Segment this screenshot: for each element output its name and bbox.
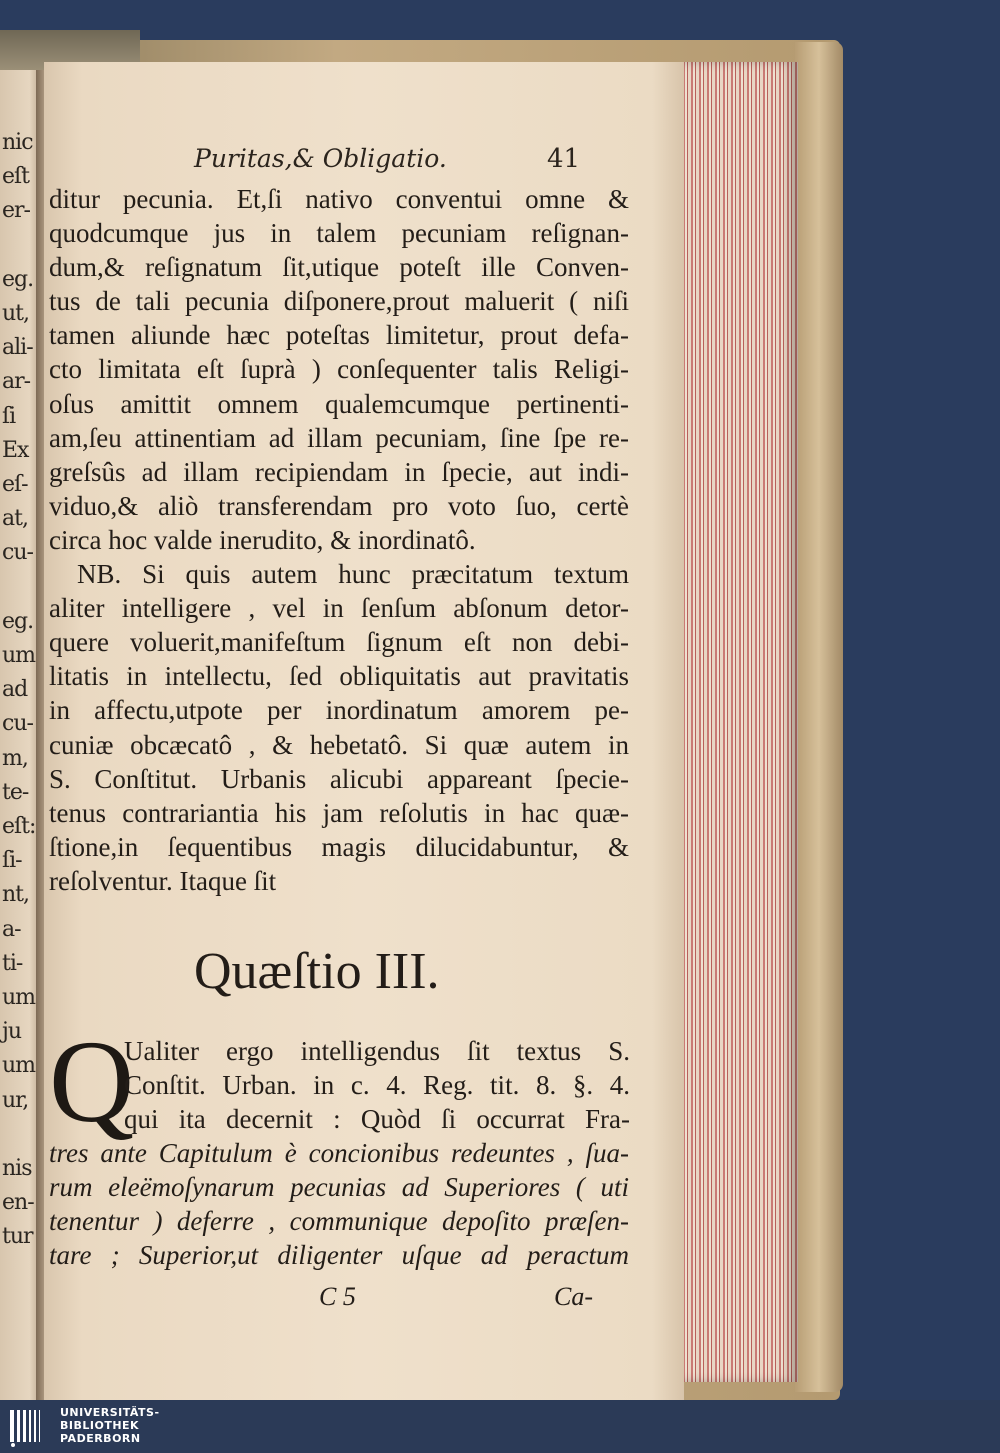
text-line: tus de tali pecunia diſponere,prout maluerit ( niſi (49, 286, 629, 317)
left-margin-fragment: te- (2, 779, 29, 805)
left-margin-fragment: eſt (2, 164, 30, 190)
text-line: quodcumque jus in talem pecuniam reſignan- (49, 218, 629, 249)
catchword: Ca- (554, 1282, 593, 1311)
left-margin-fragment: ur, (2, 1087, 29, 1113)
left-margin-fragment: er- (2, 198, 30, 224)
left-margin-fragment: cu- (2, 711, 33, 737)
nb-line: quere voluerit,manifeſtum ſignum eſt non debi- (49, 627, 629, 658)
library-name-line: BIBLIOTHEK (60, 1419, 140, 1432)
left-margin-fragment: ut, (2, 301, 30, 326)
text-line: cto limitata eſt ſuprà ) conſequenter talis Religi- (49, 354, 629, 385)
question-line: qui ita decernit : Quòd ſi occurrat Fra- (124, 1104, 630, 1134)
text-line: circa hoc valde inerudito, & inordinatô. (49, 524, 476, 555)
left-margin-fragment: eg. (2, 608, 34, 634)
left-margin-fragment: eſt: (2, 814, 36, 839)
library-footer (0, 1400, 1000, 1453)
left-margin-fragment: a- (2, 916, 21, 942)
text-line: dum,& reſignatum ſit,utique poteſt ille Conven- (49, 252, 629, 283)
library-name-line: PADERBORN (60, 1432, 141, 1445)
nb-line: litatis in intellectu, ſed obliquitatis aut pravitatis (49, 661, 629, 692)
left-margin-fragment: m, (2, 745, 28, 771)
left-margin-fragment: ar- (2, 369, 31, 395)
left-margin-fragment: nt, (2, 882, 30, 908)
nb-line: S. Conſtitut. Urbanis alicubi appareant ſpecie- (49, 763, 629, 794)
text-line: greſsûs ad illam recipiendam in ſpecie, aut indi- (49, 456, 629, 487)
library-name (60, 1406, 160, 1445)
body-text (49, 182, 629, 898)
left-margin-fragment: Ex (2, 437, 29, 463)
question-line: tres ante Capitulum è concionibus redeuntes , ſua- (49, 1138, 629, 1168)
page-footer (44, 1282, 684, 1322)
left-margin-fragment: en- (2, 1190, 34, 1216)
book-cover-edge (795, 42, 843, 1392)
library-name-line: UNIVERSITÄTS- (60, 1406, 160, 1419)
left-margin-fragment: tur (2, 1224, 33, 1250)
text-line: tamen aliunde hæc poteſtas limitetur, prout defa- (49, 320, 629, 351)
text-line: am,ſeu attinentiam ad illam pecuniam, ſine ſpe re- (49, 422, 629, 453)
nb-line: aliter intelligere , vel in ſenſum abſonum detor- (49, 593, 629, 624)
left-margin-fragment: cu- (2, 540, 33, 566)
left-margin-fragment: eſ- (2, 472, 28, 497)
left-margin-fragment: um (2, 985, 36, 1010)
left-margin-fragment: ju (2, 1019, 21, 1045)
running-head (44, 144, 684, 184)
nb-line: in affectu,utpote per inordinatum amorem pe- (49, 695, 629, 726)
left-margin-fragment: eg. (2, 266, 34, 292)
left-margin-fragment: um (2, 643, 36, 668)
left-margin-fragment: at, (2, 506, 28, 532)
right-page (44, 62, 684, 1400)
section-heading: Quæſtio III. (194, 943, 440, 1000)
question-line: rum eleëmoſynarum pecunias ad Superiores ( uti (49, 1172, 629, 1203)
left-margin-fragment: ſi (2, 403, 16, 429)
left-margin-fragment: nis (2, 1156, 32, 1181)
text-line: viduo,& aliò transferendam pro voto ſuo, certè (49, 490, 629, 521)
nb-line: tenus contrariantia his jam reſolutis in hac quæ- (49, 797, 629, 828)
left-margin-fragment: ali- (2, 335, 33, 361)
question-line: tenentur ) deferre , communique depoſito præſen- (49, 1206, 629, 1237)
question-line: tare ; Superior,ut diligenter uſque ad peractum (49, 1240, 629, 1271)
library-logo-icon (8, 1406, 52, 1448)
left-margin-fragment: um (2, 1053, 36, 1079)
page-fore-edge (680, 62, 798, 1382)
text-line: ditur pecunia. Et,ſi nativo conventui omne & (49, 184, 629, 214)
question-line: Conſtit. Urban. in c. 4. Reg. tit. 8. §. 4. (124, 1070, 630, 1100)
question-lines-full (49, 1136, 629, 1272)
nb-line: NB. Si quis autem hunc præcitatum textum (77, 559, 629, 590)
page-number: 41 (547, 144, 581, 174)
question-lines-indented (124, 1034, 630, 1136)
question-line: Ualiter ergo intelligendus ſit textus S. (124, 1036, 630, 1066)
signature-mark: C 5 (319, 1282, 356, 1311)
nb-line: cuniæ obcæcatô , & hebetatô. Si quæ autem in (49, 729, 629, 760)
left-margin-fragment: ſi- (2, 848, 22, 874)
left-margin-fragment: ti- (2, 950, 23, 976)
left-margin-fragment: ad (2, 677, 28, 703)
nb-line: reſolventur. Itaque ſit (49, 865, 277, 896)
nb-line: ſtione,in ſequentibus magis dilucidabuntur, & (49, 831, 629, 862)
left-margin-fragment: nic (2, 130, 33, 155)
running-head-title: Puritas,& Obligatio. (194, 144, 447, 173)
drop-cap: Q (49, 1016, 135, 1147)
text-line: oſus amittit omnem qualemcumque pertinenti- (49, 388, 629, 419)
